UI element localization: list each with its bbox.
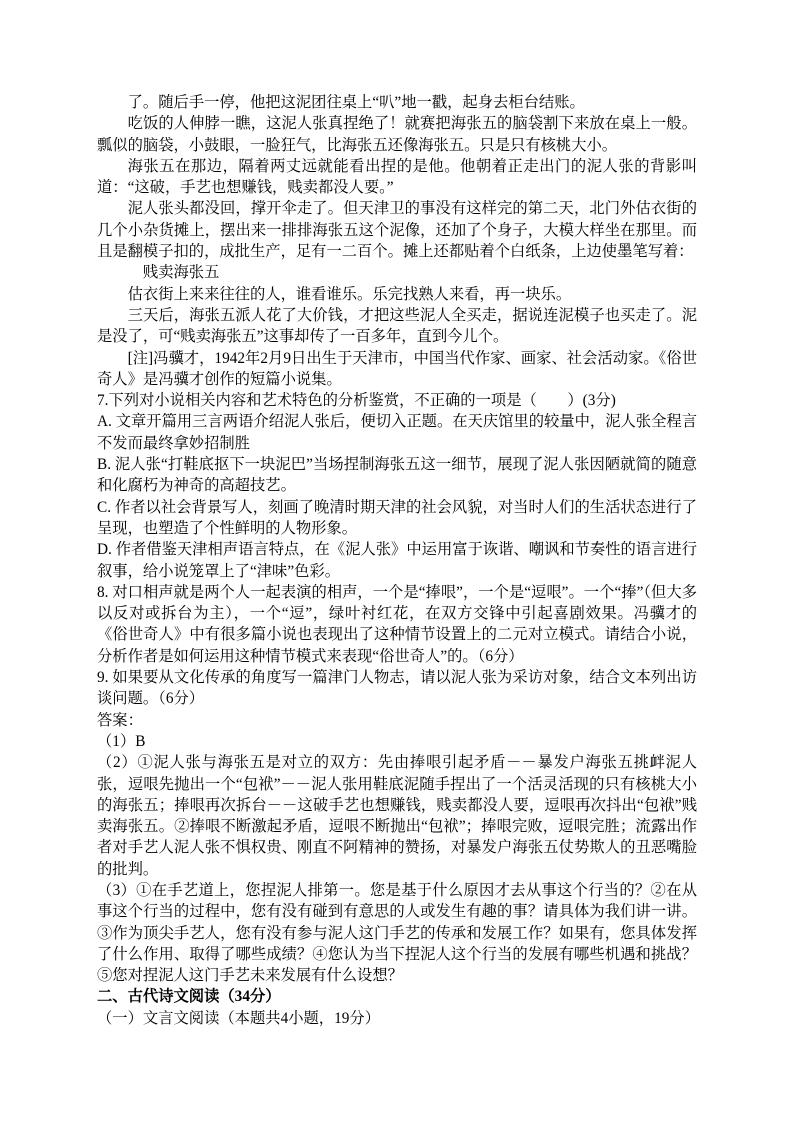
question-9: 9. 如果要从文化传承的角度写一篇津门人物志，请以泥人张为采访对象，结合文本列出访谈问题。（6分） <box>97 669 697 708</box>
section-2-subheading: （一）文言文阅读（本题共4小题，19分） <box>97 1009 380 1027</box>
question-8: 8. 对口相声就是两个人一起表演的相声，一个是“捧哏”，一个是“逗哏”。一个“捧”（但大多以反对或拆台为主），一个“逗”，绿叶衬红花，在双方交锋中引起喜剧效果。冯骥才的《俗世奇人》中有很多篇小说也表现出了这种情节设置上的二元对立模式。请结合小说，分析作者是如何运用这种情节模式来表现“俗世奇人”的。（6分） <box>97 583 697 665</box>
question-7: 7.下列对小说相关内容和艺术特色的分析鉴赏，不正确的一项是（ ）(3分) <box>97 392 616 410</box>
author-note: [注]冯骥才，1942年2月9日出生于天津市，中国当代作家、画家、社会活动家。《俗世奇人》是冯骥才创作的短篇小说集。 <box>97 349 697 388</box>
answer-1: （1）B <box>97 732 146 750</box>
excerpt-paragraph-6: 三天后，海张五派人花了大价钱，才把这些泥人全买走，据说连泥模子也买走了。泥是没了，可“贱卖海张五”这事却传了一百多年，直到今儿个。 <box>97 306 697 346</box>
question-7-option-c: C. 作者以社会背景写人，刻画了晚清时期天津的社会风貌，对当时人们的生活状态进行了呈现，也塑造了个性鲜明的人物形象。 <box>97 498 697 537</box>
excerpt-paragraph-3: 海张五在那边，隔着两丈远就能看出捏的是他。他朝着正走出门的泥人张的背影叫道：“这破，手艺也想赚钱，贱卖都没人要。” <box>97 157 697 197</box>
answer-2: （2）①泥人张与海张五是对立的双方：先由捧哏引起矛盾－－暴发户海张五挑衅泥人张，逗哏先抛出一个“包袱”－－泥人张用鞋底泥随手捏出了一个活灵活现的只有核桃大小的海张五；捧哏再次拆台－－这破手艺也想赚钱，贱卖都没人要，逗哏再次抖出“包袱”贱卖海张五。②捧哏不断激起矛盾，逗哏不断抛出“包袱”；捧哏完败，逗哏完胜；流露出作者对手艺人泥人张不惧权贵、刚直不阿精神的赞扬，对暴发户海张五仗势欺人的丑恶嘴脸的批判。 <box>97 754 697 878</box>
answers-label: 答案： <box>97 711 143 729</box>
sign-text-line: 贱卖海张五 <box>142 264 220 282</box>
excerpt-paragraph-5: 估衣街上来来往往的人，谁看谁乐。乐完找熟人来看，再一块乐。 <box>127 285 572 303</box>
section-2-heading: 二、古代诗文阅读（34分） <box>97 988 281 1006</box>
answer-3: （3）①在手艺道上，您捏泥人排第一。您是基于什么原因才去从事这个行当的？②在从事这个行当的过程中，您有没有碰到有意思的人或发生有趣的事？请具体为我们讲一讲。③作为顶尖手艺人，您有没有参与泥人这门手艺的传承和发展工作？如果有，您具体发挥了什么作用、取得了哪些成绩？④您认为当下捏泥人这个行当的发展有哪些机遇和挑战？⑤您对捏泥人这门手艺未来发展有什么设想？ <box>97 881 697 985</box>
excerpt-paragraph-1: 了。随后手一停，他把这泥团往桌上“叭”地一戳，起身去柜台结账。 <box>127 94 585 111</box>
question-7-option-a: A. 文章开篇用三言两语介绍泥人张后，便切入正题。在天庆馆里的较量中，泥人张全程言不发而最终拿妙招制胜 <box>97 413 697 452</box>
document-body <box>97 92 697 1029</box>
question-7-option-d: D. 作者借鉴天津相声语言特点，在《泥人张》中运用富于诙谐、嘲讽和节奏性的语言进行叙事，给小说笼罩上了“津味”色彩。 <box>97 541 697 580</box>
excerpt-paragraph-4: 泥人张头都没回，撑开伞走了。但天津卫的事没有这样完的第二天，北门外估衣街的几个小杂货摊上，摆出来一排排海张五这个泥像，还加了个身子，大模大样坐在那里。而且是翻模子扣的，成批生产，足有一二百个。摊上还都贴着个白纸条，上边使墨笔写着： <box>97 200 697 261</box>
excerpt-paragraph-2: 吃饭的人伸脖一瞧，这泥人张真捏绝了！就赛把海张五的脑袋割下来放在桌上一般。瓢似的脑袋，小鼓眼，一脸狂气，比海张五还像海张五。只是只有核桃大小。 <box>97 115 697 154</box>
question-7-option-b: B. 泥人张“打鞋底抠下一块泥巴”当场捏制海张五这一细节，展现了泥人张因陋就简的随意和化腐朽为神奇的高超技艺。 <box>97 456 697 495</box>
